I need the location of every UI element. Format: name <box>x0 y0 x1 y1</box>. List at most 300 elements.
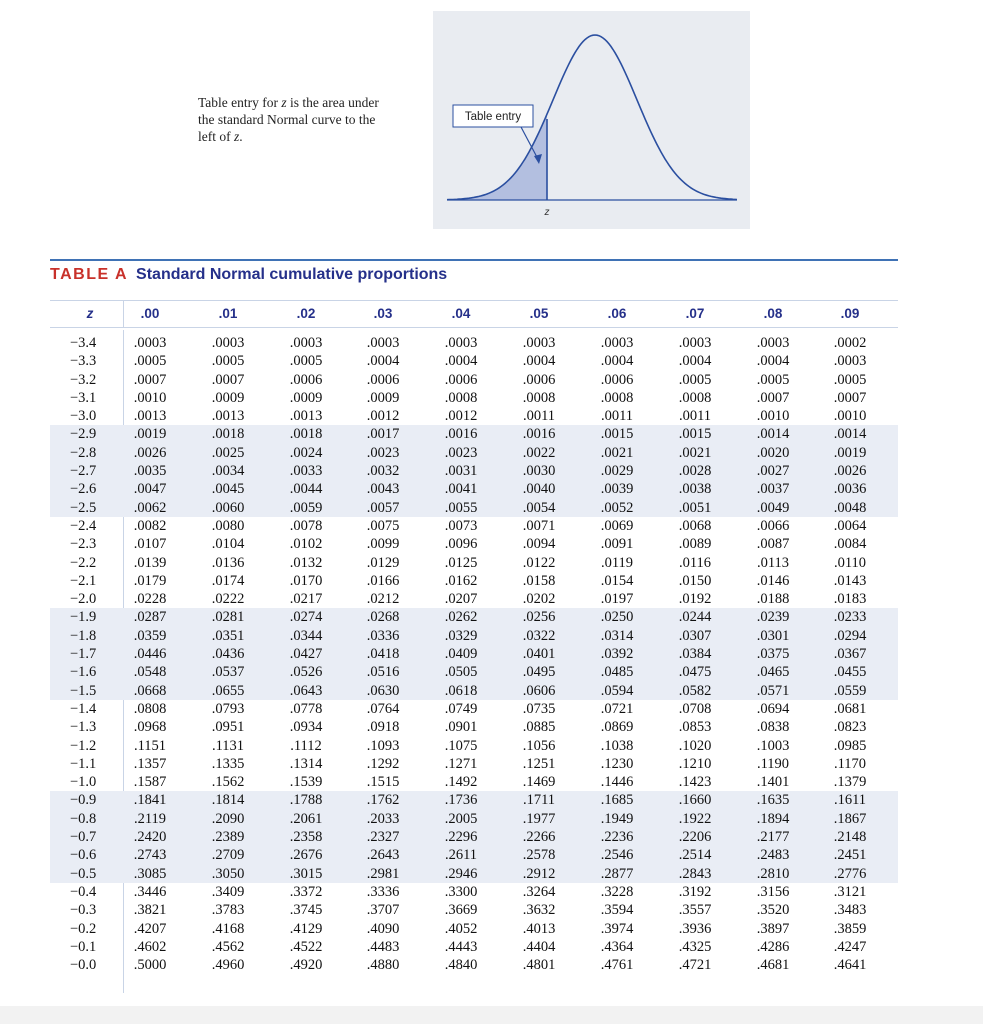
table-cell: .0007 <box>211 371 245 388</box>
z-value: −2.0 <box>70 591 97 608</box>
table-row <box>50 810 898 828</box>
header-col: .09 <box>840 306 860 321</box>
table-cell: .0034 <box>211 463 245 480</box>
table-cell: .0179 <box>133 572 167 589</box>
table-cell: .4325 <box>678 938 712 955</box>
table-cell: .0359 <box>133 627 167 644</box>
table-row <box>50 535 898 553</box>
table-row <box>50 352 898 370</box>
table-cell: .0951 <box>211 719 245 736</box>
table-cell: .0022 <box>522 444 556 461</box>
table-cell: .0233 <box>833 609 867 626</box>
table-cell: .0016 <box>444 426 478 443</box>
table-cell: .0222 <box>211 591 245 608</box>
table-cell: .1292 <box>366 755 400 772</box>
table-cell: .1922 <box>678 810 712 827</box>
table-header <box>50 300 898 328</box>
table-row <box>50 389 898 407</box>
table-cell: .0060 <box>211 499 245 516</box>
table-cell: .0010 <box>756 408 790 425</box>
table-cell: .0078 <box>289 517 323 534</box>
table-cell: .0901 <box>444 719 478 736</box>
table-cell: .0018 <box>289 426 323 443</box>
table-cell: .0064 <box>833 517 867 534</box>
header-col: .06 <box>607 306 627 321</box>
z-value: −1.5 <box>70 682 97 699</box>
z-value: −2.7 <box>70 463 97 480</box>
z-value: −3.0 <box>70 408 97 425</box>
table-cell: .0055 <box>444 499 478 516</box>
table-cell: .0048 <box>833 499 867 516</box>
table-cell: .0044 <box>289 481 323 498</box>
table-cell: .0006 <box>522 371 556 388</box>
normal-curve-figure <box>433 11 750 229</box>
table-body <box>50 334 898 974</box>
table-cell: .0005 <box>833 371 867 388</box>
table-cell: .0049 <box>756 499 790 516</box>
table-cell: .0041 <box>444 481 478 498</box>
table-cell: .0116 <box>678 554 712 571</box>
table-cell: .2912 <box>522 865 556 882</box>
table-cell: .4602 <box>133 938 167 955</box>
table-cell: .0039 <box>600 481 634 498</box>
table-cell: .0030 <box>522 463 556 480</box>
table-cell: .0016 <box>522 426 556 443</box>
table-cell: .0009 <box>366 389 400 406</box>
table-cell: .3015 <box>289 865 323 882</box>
table-cell: .3936 <box>678 920 712 937</box>
table-cell: .2358 <box>289 829 323 846</box>
table-cell: .0013 <box>133 408 167 425</box>
table-cell: .0526 <box>289 664 323 681</box>
normal-curve-diagram <box>433 11 750 229</box>
table-cell: .0401 <box>522 646 556 663</box>
table-cell: .2451 <box>833 847 867 864</box>
table-cell: .0188 <box>756 591 790 608</box>
table-cell: .0287 <box>133 609 167 626</box>
table-cell: .4364 <box>600 938 634 955</box>
table-cell: .0485 <box>600 664 634 681</box>
table-cell: .0099 <box>366 536 400 553</box>
z-value: −3.3 <box>70 353 97 370</box>
table-cell: .0268 <box>366 609 400 626</box>
table-cell: .3085 <box>133 865 167 882</box>
table-cell: .0351 <box>211 627 245 644</box>
table-cell: .0918 <box>366 719 400 736</box>
table-cell: .2946 <box>444 865 478 882</box>
table-cell: .0003 <box>444 335 478 351</box>
table-cell: .2206 <box>678 829 712 846</box>
table-cell: .1711 <box>522 792 556 809</box>
table-cell: .0084 <box>833 536 867 553</box>
table-cell: .3409 <box>211 883 245 900</box>
table-cell: .1814 <box>211 792 245 809</box>
table-cell: .0735 <box>522 700 556 717</box>
table-cell: .0778 <box>289 700 323 717</box>
table-cell: .0150 <box>678 572 712 589</box>
table-cell: .0606 <box>522 682 556 699</box>
table-row <box>50 627 898 645</box>
table-cell: .2776 <box>833 865 867 882</box>
table-cell: .2033 <box>366 810 400 827</box>
header-z: z <box>86 306 94 321</box>
table-cell: .0013 <box>211 408 245 425</box>
z-value: −1.8 <box>70 627 97 644</box>
table-cell: .0146 <box>756 572 790 589</box>
table-cell: .0418 <box>366 646 400 663</box>
table-row <box>50 846 898 864</box>
table-cell: .0301 <box>756 627 790 644</box>
table-cell: .0089 <box>678 536 712 553</box>
table-cell: .0068 <box>678 517 712 534</box>
caption-text: left of <box>198 129 234 144</box>
z-value: −2.4 <box>70 517 97 534</box>
table-cell: .1492 <box>444 774 478 791</box>
table-cell: .3669 <box>444 902 478 919</box>
table-cell: .2061 <box>289 810 323 827</box>
table-row <box>50 554 898 572</box>
table-cell: .0505 <box>444 664 478 681</box>
caption-z: z <box>234 129 240 144</box>
z-value: −0.8 <box>70 810 97 827</box>
table-cell: .0008 <box>444 389 478 406</box>
table-cell: .2177 <box>756 829 790 846</box>
table-cell: .0017 <box>366 426 400 443</box>
table-cell: .0005 <box>133 353 167 370</box>
table-cell: .0023 <box>444 444 478 461</box>
table-cell: .1401 <box>756 774 790 791</box>
table-cell: .3859 <box>833 920 867 937</box>
table-cell: .0045 <box>211 481 245 498</box>
table-cell: .0014 <box>833 426 867 443</box>
table-cell: .0066 <box>756 517 790 534</box>
table-cell: .0010 <box>833 408 867 425</box>
table-cell: .0051 <box>678 499 712 516</box>
header-col: .07 <box>685 306 705 321</box>
table-cell: .0035 <box>133 463 167 480</box>
table-cell: .1314 <box>289 755 323 772</box>
caption-text: . <box>239 129 243 144</box>
table-cell: .3192 <box>678 883 712 900</box>
table-cell: .0170 <box>289 572 323 589</box>
table-row <box>50 334 898 352</box>
table-cell: .0025 <box>211 444 245 461</box>
table-cell: .4801 <box>522 957 556 974</box>
table-cell: .3228 <box>600 883 634 900</box>
table-row <box>50 938 898 956</box>
table-cell: .0075 <box>366 517 400 534</box>
z-value: −1.9 <box>70 609 97 626</box>
table-cell: .4013 <box>522 920 556 937</box>
table-cell: .0681 <box>833 700 867 717</box>
table-row <box>50 865 898 883</box>
z-value: −2.5 <box>70 499 97 516</box>
table-cell: .3483 <box>833 902 867 919</box>
table-cell: .1038 <box>600 737 634 754</box>
table-cell: .3372 <box>289 883 323 900</box>
table-cell: .0104 <box>211 536 245 553</box>
table-cell: .0019 <box>833 444 867 461</box>
table-cell: .0026 <box>133 444 167 461</box>
table-cell: .0143 <box>833 572 867 589</box>
table-cell: .0274 <box>289 609 323 626</box>
table-cell: .2327 <box>366 829 400 846</box>
table-cell: .0054 <box>522 499 556 516</box>
table-row <box>50 883 898 901</box>
table-cell: .0630 <box>366 682 400 699</box>
z-value: −3.1 <box>70 389 97 406</box>
table-cell: .1539 <box>289 774 323 791</box>
table-cell: .0307 <box>678 627 712 644</box>
table-cell: .2743 <box>133 847 167 864</box>
table-cell: .0618 <box>444 682 478 699</box>
table-cell: .3821 <box>133 902 167 919</box>
table-cell: .0475 <box>678 664 712 681</box>
table-cell: .0015 <box>678 426 712 443</box>
figure-caption <box>198 94 418 145</box>
table-cell: .0823 <box>833 719 867 736</box>
table-cell: .3264 <box>522 883 556 900</box>
table-cell: .0011 <box>600 408 634 425</box>
table-heading: Standard Normal cumulative proportions <box>136 266 448 283</box>
table-cell: .0009 <box>211 389 245 406</box>
table-cell: .1685 <box>600 792 634 809</box>
table-cell: .0002 <box>833 335 867 351</box>
table-cell: .0007 <box>833 389 867 406</box>
table-cell: .1151 <box>133 737 167 754</box>
table-cell: .1515 <box>366 774 400 791</box>
table-row <box>50 444 898 462</box>
table-cell: .1788 <box>289 792 323 809</box>
table-cell: .0004 <box>522 353 556 370</box>
table-cell: .0052 <box>600 499 634 516</box>
table-row <box>50 480 898 498</box>
table-cell: .1003 <box>756 737 790 754</box>
table-cell: .1230 <box>600 755 634 772</box>
table-cell: .3974 <box>600 920 634 937</box>
table-cell: .0019 <box>133 426 167 443</box>
table-cell: .0018 <box>211 426 245 443</box>
table-cell: .1379 <box>833 774 867 791</box>
table-cell: .0024 <box>289 444 323 461</box>
table-cell: .2119 <box>133 810 167 827</box>
header-col: .03 <box>373 306 393 321</box>
table-cell: .4207 <box>133 920 167 937</box>
header-col: .08 <box>763 306 783 321</box>
table-cell: .0239 <box>756 609 790 626</box>
z-value: −2.9 <box>70 426 97 443</box>
table-cell: .0028 <box>678 463 712 480</box>
z-value: −3.2 <box>70 371 97 388</box>
table-cell: .0062 <box>133 499 167 516</box>
table-cell: .2420 <box>133 829 167 846</box>
table-cell: .1423 <box>678 774 712 791</box>
table-row <box>50 682 898 700</box>
table-cell: .3557 <box>678 902 712 919</box>
table-cell: .0008 <box>678 389 712 406</box>
table-cell: .4286 <box>756 938 790 955</box>
table-cell: .0113 <box>756 554 790 571</box>
table-cell: .0548 <box>133 664 167 681</box>
table-cell: .0655 <box>211 682 245 699</box>
table-cell: .0212 <box>366 591 400 608</box>
table-cell: .0071 <box>522 517 556 534</box>
table-cell: .2810 <box>756 865 790 882</box>
table-cell: .0516 <box>366 664 400 681</box>
table-cell: .4404 <box>522 938 556 955</box>
header-col: .02 <box>296 306 316 321</box>
table-cell: .1446 <box>600 774 634 791</box>
caption-text: Table entry for <box>198 95 282 110</box>
table-cell: .2266 <box>522 829 556 846</box>
table-cell: .0012 <box>366 408 400 425</box>
table-row <box>50 499 898 517</box>
table-cell: .0008 <box>600 389 634 406</box>
table-cell: .1075 <box>444 737 478 754</box>
z-value: −0.3 <box>70 902 97 919</box>
z-value: −0.2 <box>70 920 97 937</box>
table-cell: .0244 <box>678 609 712 626</box>
table-cell: .1020 <box>678 737 712 754</box>
table-row <box>50 572 898 590</box>
table-cell: .0132 <box>289 554 323 571</box>
table-cell: .0009 <box>289 389 323 406</box>
table-cell: .0102 <box>289 536 323 553</box>
table-cell: .0015 <box>600 426 634 443</box>
table-cell: .0003 <box>211 335 245 351</box>
table-cell: .2611 <box>444 847 478 864</box>
table-cell: .1867 <box>833 810 867 827</box>
table-cell: .0207 <box>444 591 478 608</box>
table-cell: .0139 <box>133 554 167 571</box>
table-cell: .4641 <box>833 957 867 974</box>
table-cell: .0465 <box>756 664 790 681</box>
table-cell: .0217 <box>289 591 323 608</box>
table-cell: .0047 <box>133 481 167 498</box>
table-cell: .0038 <box>678 481 712 498</box>
axis-z-label: z <box>544 207 550 218</box>
table-cell: .0793 <box>211 700 245 717</box>
table-cell: .0436 <box>211 646 245 663</box>
table-cell: .0005 <box>211 353 245 370</box>
table-cell: .4920 <box>289 957 323 974</box>
table-cell: .0314 <box>600 627 634 644</box>
table-cell: .3632 <box>522 902 556 919</box>
table-cell: .0384 <box>678 646 712 663</box>
table-cell: .0021 <box>600 444 634 461</box>
table-cell: .0136 <box>211 554 245 571</box>
table-cell: .5000 <box>133 957 167 974</box>
table-cell: .0005 <box>678 371 712 388</box>
table-cell: .4522 <box>289 938 323 955</box>
table-cell: .0537 <box>211 664 245 681</box>
table-cell: .2483 <box>756 847 790 864</box>
table-cell: .0003 <box>522 335 556 351</box>
table-row <box>50 791 898 809</box>
table-cell: .0174 <box>211 572 245 589</box>
table-row <box>50 462 898 480</box>
table-cell: .3300 <box>444 883 478 900</box>
table-label: TABLE A <box>50 266 129 283</box>
table-row <box>50 608 898 626</box>
z-value: −3.4 <box>70 335 97 351</box>
table-cell: .0091 <box>600 536 634 553</box>
table-row <box>50 425 898 443</box>
table-cell: .4168 <box>211 920 245 937</box>
table-cell: .1736 <box>444 792 478 809</box>
table-cell: .3520 <box>756 902 790 919</box>
table-cell: .1562 <box>211 774 245 791</box>
z-value: −0.7 <box>70 829 97 846</box>
z-value: −0.6 <box>70 847 97 864</box>
table-cell: .1170 <box>833 755 867 772</box>
table-cell: .0004 <box>444 353 478 370</box>
table-cell: .0853 <box>678 719 712 736</box>
table-cell: .0294 <box>833 627 867 644</box>
z-value: −1.0 <box>70 774 97 791</box>
z-value: −0.0 <box>70 957 97 974</box>
table-row <box>50 718 898 736</box>
z-value: −2.8 <box>70 444 97 461</box>
table-cell: .3707 <box>366 902 400 919</box>
table-cell: .0262 <box>444 609 478 626</box>
table-cell: .0107 <box>133 536 167 553</box>
header-divider <box>123 301 124 327</box>
table-cell: .0154 <box>600 572 634 589</box>
table-cell: .0122 <box>522 554 556 571</box>
z-value: −1.2 <box>70 737 97 754</box>
table-cell: .1894 <box>756 810 790 827</box>
table-cell: .3446 <box>133 883 167 900</box>
table-cell: .0708 <box>678 700 712 717</box>
table-cell: .0004 <box>678 353 712 370</box>
table-cell: .0023 <box>366 444 400 461</box>
table-cell: .0869 <box>600 719 634 736</box>
table-cell: .0367 <box>833 646 867 663</box>
table-cell: .2236 <box>600 829 634 846</box>
caption-z: z <box>281 95 287 110</box>
table-cell: .1251 <box>522 755 556 772</box>
table-cell: .0004 <box>366 353 400 370</box>
table-cell: .0202 <box>522 591 556 608</box>
table-cell: .0003 <box>600 335 634 351</box>
table-cell: .3783 <box>211 902 245 919</box>
table-cell: .0392 <box>600 646 634 663</box>
table-cell: .0005 <box>289 353 323 370</box>
table-cell: .4090 <box>366 920 400 937</box>
caption-text: the standard Normal curve to the <box>198 112 376 127</box>
table-cell: .0571 <box>756 682 790 699</box>
table-cell: .0643 <box>289 682 323 699</box>
table-row <box>50 700 898 718</box>
table-cell: .0125 <box>444 554 478 571</box>
table-row <box>50 901 898 919</box>
table-cell: .0004 <box>600 353 634 370</box>
table-top-rule <box>50 259 898 261</box>
table-cell: .0968 <box>133 719 167 736</box>
table-cell: .0808 <box>133 700 167 717</box>
table-cell: .0329 <box>444 627 478 644</box>
z-value: −2.1 <box>70 572 97 589</box>
table-row <box>50 828 898 846</box>
table-cell: .0281 <box>211 609 245 626</box>
table-cell: .0006 <box>600 371 634 388</box>
table-cell: .4880 <box>366 957 400 974</box>
table-row <box>50 645 898 663</box>
table-cell: .4247 <box>833 938 867 955</box>
table-row <box>50 737 898 755</box>
callout-label: Table entry <box>464 111 522 123</box>
